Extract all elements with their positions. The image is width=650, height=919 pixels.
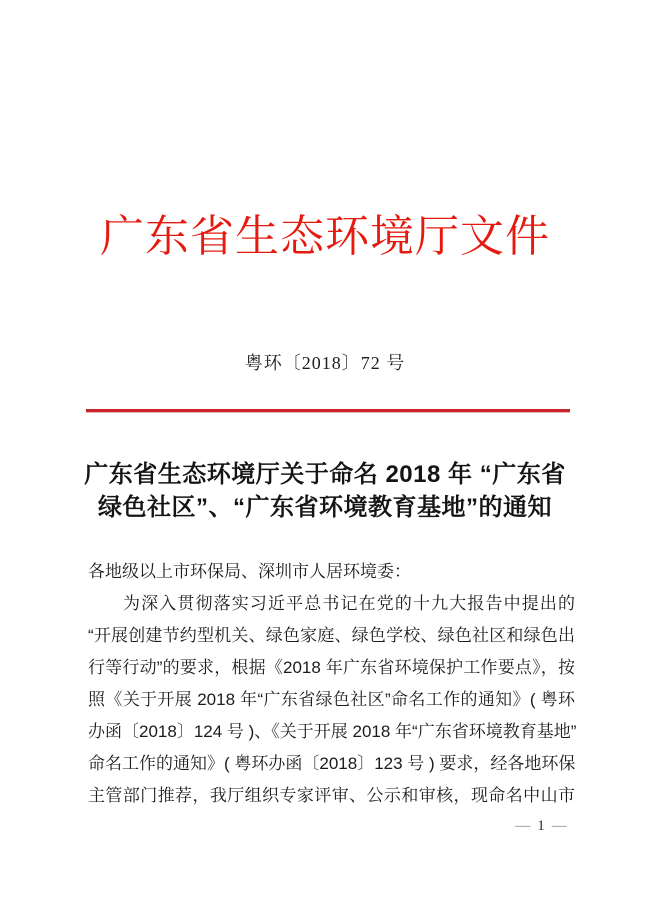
body-line: 行等行动”的要求，根据《2018 年广东省环境保护工作要点》，按: [88, 658, 575, 677]
red-divider-rule: [86, 409, 570, 412]
page-number: [508, 816, 574, 836]
document-body: [88, 556, 575, 812]
page-number-right-dash: —: [551, 818, 567, 834]
body-line: 命名工作的通知》( 粤环办函〔2018〕123 号 ) 要求，经各地环保: [88, 754, 576, 773]
document-title-line-2: 绿色社区”、“广东省环境教育基地”的通知: [98, 494, 552, 521]
body-line: 办函〔2018〕124 号 )、《关于开展 2018 年“广东省环境教育基地”: [88, 722, 577, 741]
body-line: “开展创建节约型机关、绿色家庭、绿色学校、绿色社区和绿色出: [88, 626, 575, 645]
document-title-line-1: 广东省生态环境厅关于命名 2018 年 “广东省: [84, 461, 566, 488]
page-number-left-dash: —: [515, 818, 531, 834]
page-number-value: 1: [537, 818, 545, 834]
body-line: 照《关于开展 2018 年“广东省绿色社区”命名工作的通知》( 粤环: [88, 690, 575, 709]
body-line: 主管部门推荐，我厅组织专家评审、公示和审核，现命名中山市: [88, 786, 575, 805]
document-title: [0, 458, 650, 524]
salutation-line: 各地级以上市环保局、深圳市人居环境委：: [88, 562, 411, 581]
document-reference-number: 粤环〔2018〕72 号: [244, 353, 406, 373]
agency-letterhead-title: 广东省生态环境厅文件: [100, 212, 550, 261]
body-line: 为深入贯彻落实习近平总书记在党的十九大报告中提出的: [123, 594, 575, 613]
